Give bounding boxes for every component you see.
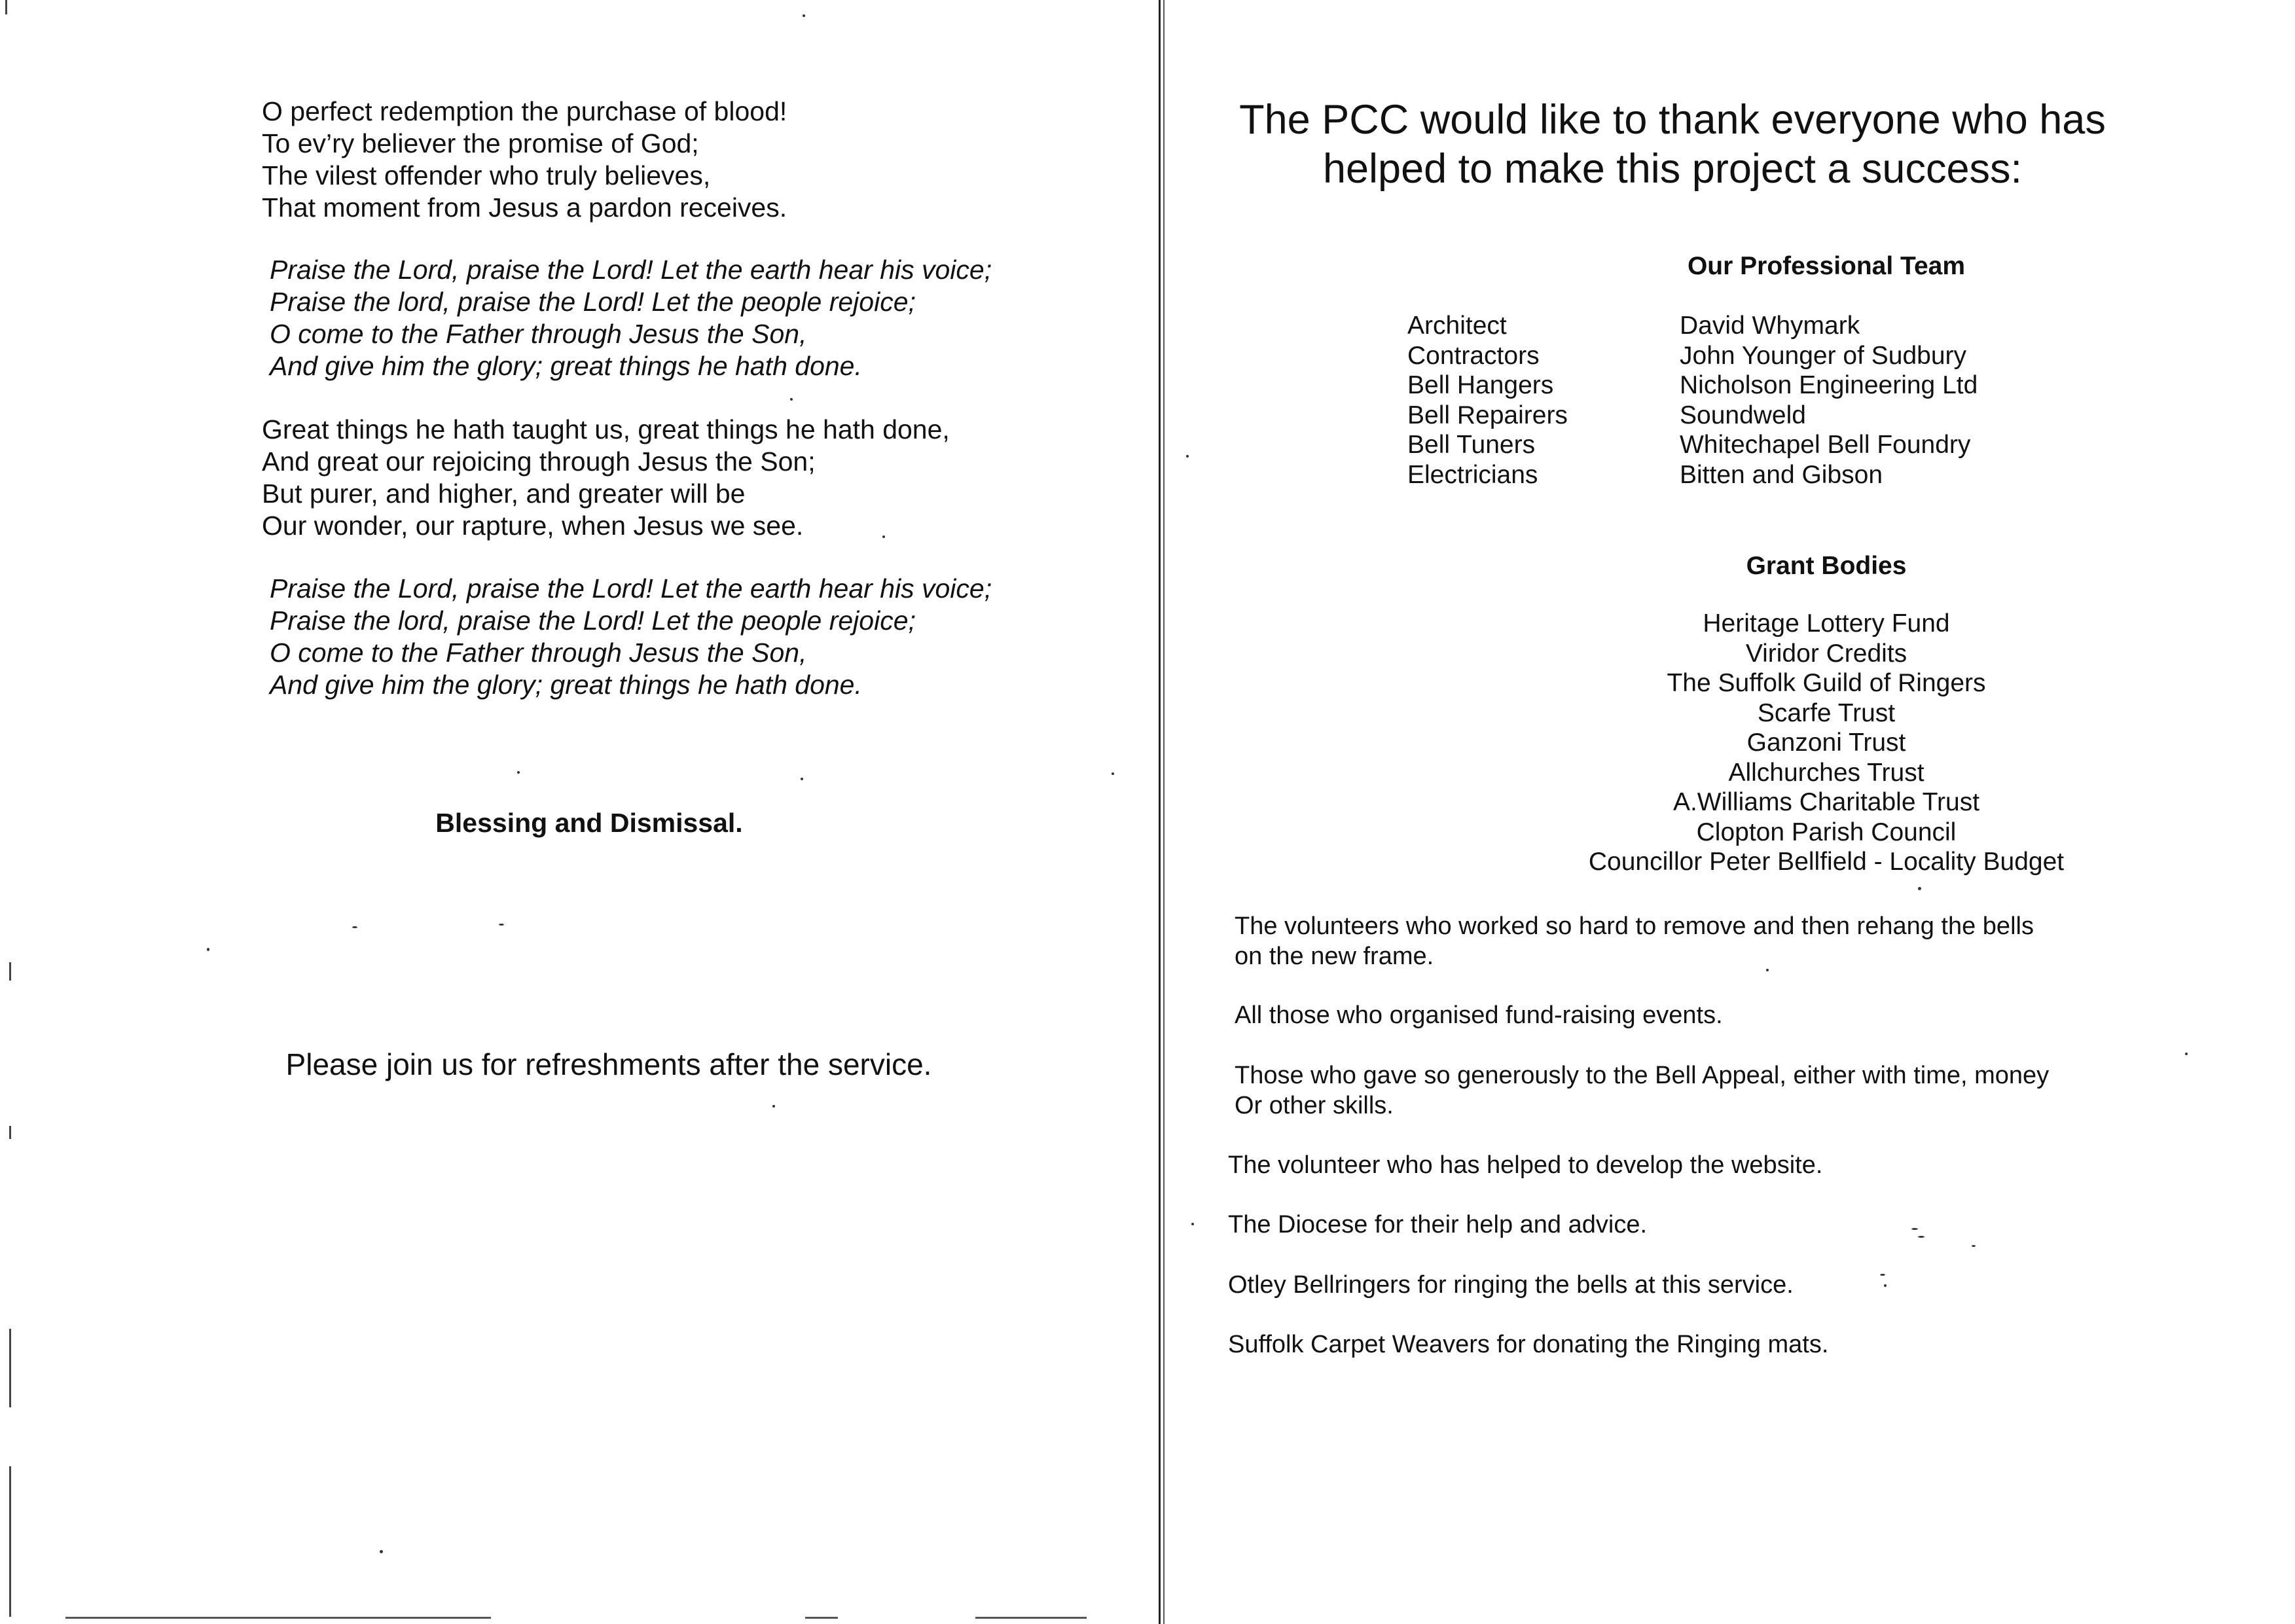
ack-line: Otley Bellringers for ringing the bells at this service. bbox=[1228, 1271, 1794, 1299]
scan-speck bbox=[1884, 1284, 1887, 1287]
verse-line: To ev’ry believer the promise of God; bbox=[262, 128, 699, 158]
team-name: Whitechapel Bell Foundry bbox=[1680, 431, 1971, 459]
scan-speck bbox=[1766, 969, 1769, 971]
scan-bottom-line bbox=[65, 1617, 491, 1619]
acknowledgement bbox=[1228, 1329, 2131, 1360]
ack-line: Or other skills. bbox=[1235, 1092, 1394, 1119]
chorus-line: Praise the lord, praise the Lord! Let the people rejoice; bbox=[270, 605, 916, 636]
scan-speck bbox=[1918, 887, 1921, 890]
scan-speck bbox=[380, 1550, 383, 1553]
team-row bbox=[1407, 370, 2138, 401]
scan-speck bbox=[1191, 1223, 1194, 1225]
acknowledgement bbox=[1228, 1270, 2131, 1300]
scan-speck bbox=[1186, 455, 1189, 458]
scan-speck bbox=[1972, 1245, 1976, 1247]
team-name: John Younger of Sudbury bbox=[1680, 341, 1967, 370]
ack-line: on the new frame. bbox=[1235, 943, 1434, 970]
scan-edge-mark bbox=[9, 1329, 11, 1407]
fold-line bbox=[1159, 0, 1161, 1624]
professional-team-heading: Our Professional Team bbox=[1687, 252, 1966, 280]
grant-body: Viridor Credits bbox=[1745, 639, 1907, 668]
hymn-chorus-1 bbox=[270, 254, 992, 382]
scan-speck bbox=[882, 535, 885, 538]
verse-line: That moment from Jesus a pardon receives. bbox=[262, 192, 787, 223]
acknowledgement bbox=[1228, 1150, 2131, 1180]
grant-bodies-heading: Grant Bodies bbox=[1746, 552, 1907, 580]
professional-team-list bbox=[1407, 311, 2138, 490]
blessing-heading: Blessing and Dismissal. bbox=[435, 808, 743, 838]
scan-speck bbox=[499, 924, 504, 926]
chorus-line: And give him the glory; great things he hath done. bbox=[270, 351, 862, 381]
team-name: Bitten and Gibson bbox=[1680, 460, 1883, 489]
team-row bbox=[1407, 311, 2138, 341]
scan-speck bbox=[207, 948, 209, 951]
grant-body: Ganzoni Trust bbox=[1746, 729, 1906, 757]
team-role: Bell Tuners bbox=[1407, 431, 1536, 459]
hymn-chorus-2 bbox=[270, 573, 992, 701]
scan-speck bbox=[517, 771, 520, 774]
ack-line: All those who organised fund-raising events. bbox=[1235, 1001, 1723, 1029]
acknowledgement bbox=[1228, 1210, 2131, 1240]
verse-line: The vilest offender who truly believes, bbox=[262, 160, 711, 190]
chorus-line: O come to the Father through Jesus the Son, bbox=[270, 319, 807, 349]
verse-line: O perfect redemption the purchase of blood! bbox=[262, 96, 787, 126]
ack-line: Suffolk Carpet Weavers for donating the Ringing mats. bbox=[1228, 1331, 1829, 1358]
grant-body: Scarfe Trust bbox=[1757, 698, 1896, 727]
scan-speck bbox=[801, 778, 803, 780]
team-name: David Whymark bbox=[1680, 312, 1860, 340]
hymn-verse-1 bbox=[262, 96, 787, 224]
team-row bbox=[1407, 430, 2138, 460]
team-row bbox=[1407, 460, 2138, 490]
scan-bottom-line bbox=[805, 1617, 838, 1619]
thanks-title-line-1: The PCC would like to thank everyone who has bbox=[1239, 97, 2106, 143]
verse-line: Our wonder, our rapture, when Jesus we see. bbox=[262, 511, 804, 541]
fold-line bbox=[1163, 0, 1165, 1624]
center-fold bbox=[1157, 0, 1169, 1624]
ack-line: Those who gave so generously to the Bell Appeal, either with time, money bbox=[1235, 1062, 2050, 1089]
acknowledgement bbox=[1235, 1060, 2138, 1121]
team-role: Architect bbox=[1407, 312, 1507, 340]
thanks-title-line-2: helped to make this project a success: bbox=[1322, 146, 2023, 192]
team-role: Contractors bbox=[1407, 341, 1540, 370]
grant-body: A.Williams Charitable Trust bbox=[1672, 788, 1980, 816]
verse-line: Great things he hath taught us, great things he hath done, bbox=[262, 414, 950, 444]
grant-bodies-list bbox=[1486, 609, 2167, 877]
hymn-verse-2 bbox=[262, 414, 950, 542]
acknowledgement bbox=[1235, 1000, 2138, 1030]
scan-edge-mark bbox=[9, 1126, 11, 1139]
scan-speck bbox=[803, 14, 805, 17]
team-row bbox=[1407, 341, 2138, 371]
verse-line: And great our rejoicing through Jesus the Son; bbox=[262, 446, 816, 477]
scan-bottom-line bbox=[975, 1617, 1087, 1619]
chorus-line: Praise the Lord, praise the Lord! Let the earth hear his voice; bbox=[270, 255, 992, 285]
scan-speck bbox=[790, 398, 793, 401]
team-name: Soundweld bbox=[1680, 401, 1806, 429]
grant-body: Clopton Parish Council bbox=[1696, 818, 1957, 846]
chorus-line: Praise the lord, praise the Lord! Let the people rejoice; bbox=[270, 287, 916, 317]
grant-body: Allchurches Trust bbox=[1728, 758, 1925, 787]
grant-body: Councillor Peter Bellfield - Locality Budget bbox=[1588, 848, 2065, 876]
grant-body: The Suffolk Guild of Ringers bbox=[1667, 669, 1986, 697]
scan-speck bbox=[1911, 1228, 1918, 1230]
scan-speck bbox=[352, 926, 357, 928]
chorus-line: O come to the Father through Jesus the Son, bbox=[270, 638, 807, 668]
ack-line: The volunteer who has helped to develop the website. bbox=[1228, 1151, 1823, 1179]
scan-edge-mark bbox=[9, 1466, 11, 1617]
scan-speck bbox=[1918, 1236, 1925, 1238]
chorus-line: And give him the glory; great things he hath done. bbox=[270, 670, 862, 700]
team-row bbox=[1407, 401, 2138, 431]
scan-speck bbox=[1880, 1274, 1885, 1276]
chorus-line: Praise the Lord, praise the Lord! Let the earth hear his voice; bbox=[270, 573, 992, 604]
ack-line: The volunteers who worked so hard to remove and then rehang the bells bbox=[1235, 912, 2034, 940]
scan-speck bbox=[772, 1105, 775, 1108]
team-role: Bell Repairers bbox=[1407, 401, 1568, 429]
team-role: Electricians bbox=[1407, 460, 1538, 489]
right-page bbox=[1172, 0, 2295, 1624]
scan-edge-mark bbox=[9, 962, 11, 981]
scan-speck bbox=[2185, 1053, 2188, 1055]
grant-body: Heritage Lottery Fund bbox=[1703, 609, 1950, 638]
team-name: Nicholson Engineering Ltd bbox=[1680, 371, 1978, 399]
thanks-title bbox=[1191, 96, 2154, 194]
verse-line: But purer, and higher, and greater will be bbox=[262, 478, 746, 509]
scan-speck bbox=[1111, 772, 1114, 775]
scan-edge-mark bbox=[5, 0, 7, 14]
team-role: Bell Hangers bbox=[1407, 371, 1554, 399]
refreshments-note: Please join us for refreshments after the service. bbox=[285, 1047, 932, 1081]
ack-line: The Diocese for their help and advice. bbox=[1228, 1211, 1648, 1238]
acknowledgement bbox=[1235, 911, 2138, 971]
